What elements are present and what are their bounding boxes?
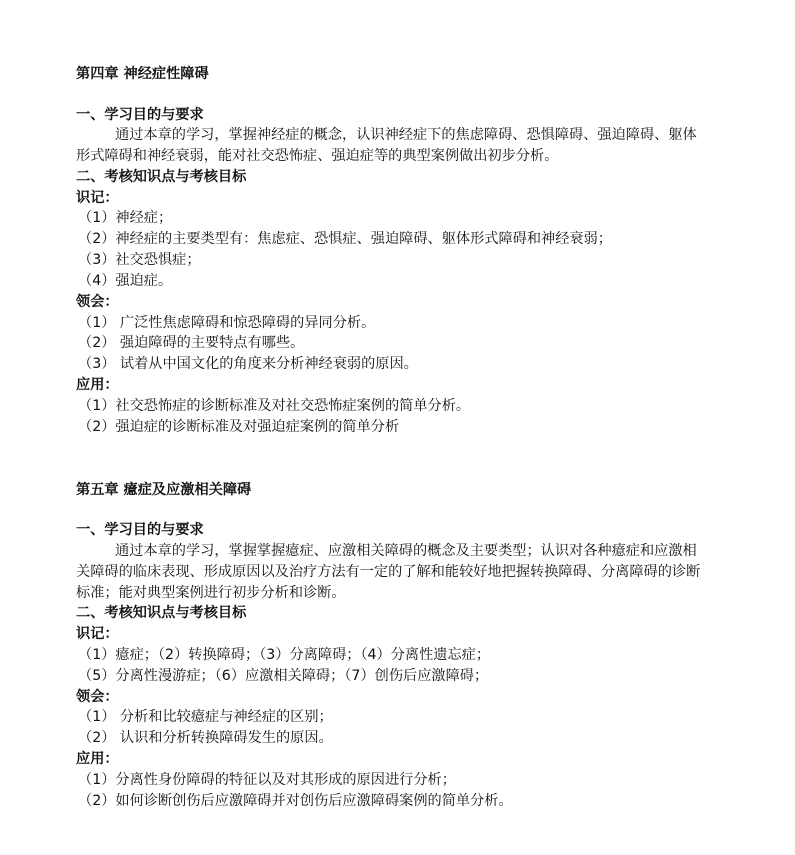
chapter4-title: 第四章 神经症性障碍 (76, 66, 209, 82)
chapter5-apply-item-2: （2）如何诊断创伤后应激障碍并对创伤后应激障碍案例的简单分析。 (78, 793, 513, 809)
chapter4-section1-heading: 一、学习目的与要求 (76, 107, 204, 123)
chapter4-recall-heading: 识记： (76, 190, 119, 206)
chapter5-apply-heading: 应用： (76, 751, 119, 767)
chapter5-understand-heading: 领会： (76, 689, 119, 705)
chapter4-recall-item-4: （4）强迫症。 (78, 273, 173, 289)
chapter5-understand-item-2: （2） 认识和分析转换障碍发生的原因。 (78, 730, 333, 746)
chapter5-recall-item-2: （5）分离性漫游症；（6）应激相关障碍；（7）创伤后应激障碍； (78, 668, 489, 684)
chapter4-understand-heading: 领会： (76, 294, 119, 310)
chapter5-title: 第五章 癔症及应激相关障碍 (76, 482, 252, 498)
chapter4-apply-item-2: （2）强迫症的诊断标准及对强迫症案例的简单分析 (78, 419, 400, 435)
chapter4-section1-text-line1: 通过本章的学习，掌握神经症的概念，认识神经症下的焦虑障碍、恐惧障碍、强迫障碍、躯体 (115, 127, 697, 143)
chapter5-section1-text-line1: 通过本章的学习，掌握掌握癔症、应激相关障碍的概念及主要类型；认识对各种癔症和应激相 (115, 543, 697, 559)
chapter4-understand-item-2: （2） 强迫障碍的主要特点有哪些。 (78, 335, 305, 351)
chapter5-apply-item-1: （1）分离性身份障碍的特征以及对其形成的原因进行分析； (78, 772, 456, 788)
chapter5-recall-item-1: （1）癔症；（2）转换障碍；（3）分离障碍；（4）分离性遗忘症； (78, 647, 491, 663)
chapter5-recall-heading: 识记： (76, 626, 119, 642)
chapter4-recall-item-2: （2）神经症的主要类型有：焦虑症、恐惧症、强迫障碍、躯体形式障碍和神经衰弱； (78, 231, 612, 247)
chapter4-apply-item-1: （1）社交恐怖症的诊断标准及对社交恐怖症案例的简单分析。 (78, 398, 471, 414)
chapter4-apply-heading: 应用： (76, 377, 119, 393)
chapter4-recall-item-1: （1）神经症； (78, 210, 173, 226)
chapter4-understand-item-1: （1） 广泛性焦虑障碍和惊恐障碍的异同分析。 (78, 315, 376, 331)
chapter5-section1-heading: 一、学习目的与要求 (76, 522, 204, 538)
chapter4-understand-item-3: （3） 试着从中国文化的角度来分析神经衰弱的原因。 (78, 356, 418, 372)
chapter5-section1-text-line2: 关障碍的临床表现、形成原因以及治疗方法有一定的了解和能较好地把握转换障碍、分离障碍的诊断 (76, 564, 701, 580)
chapter4-section2-heading: 二、考核知识点与考核目标 (76, 169, 247, 185)
chapter4-recall-item-3: （3）社交恐惧症； (78, 252, 201, 268)
chapter5-section1-text-line3: 标准；能对典型案例进行初步分析和诊断。 (76, 585, 346, 601)
chapter5-understand-item-1: （1） 分析和比较癔症与神经症的区别； (78, 709, 333, 725)
chapter4-section1-text-line2: 形式障碍和神经衰弱，能对社交恐怖症、强迫症等的典型案例做出初步分析。 (76, 148, 559, 164)
chapter5-section2-heading: 二、考核知识点与考核目标 (76, 605, 247, 621)
